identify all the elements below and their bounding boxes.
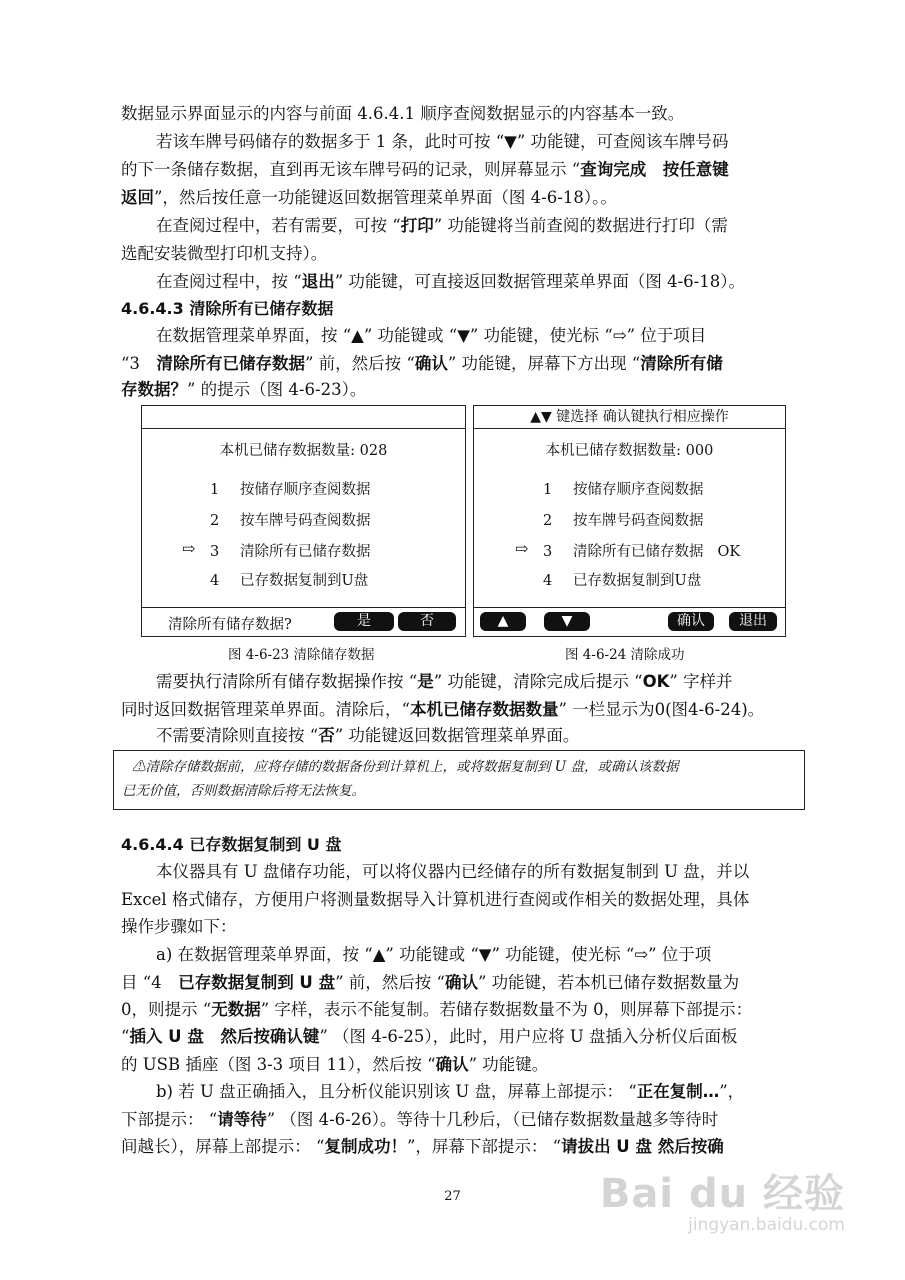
text-span: ” 前，然后按 “ [304,354,415,373]
watermark-brand: Bai du 经验 [599,1171,845,1217]
menu-item [210,569,368,590]
menu-item-number: 3 [210,544,220,560]
text-span: 的 USB 插座（图 3-3 项目 11），然后按 “ [121,1055,436,1074]
text-span: ” 功能键，若本机已储存数据数量为 [477,973,740,992]
paragraph-line: a) 在数据管理菜单界面，按 “▲” 功能键或 “▼” 功能键，使光标 “⇨” 位于项 [156,945,712,964]
warning-icon: ⚠ [132,759,146,775]
paragraph-line [121,969,801,997]
bold-text: 确认 [435,1055,469,1074]
bold-text: 确认 [414,354,448,373]
menu-item-label: 按储存顺序查阅数据 [573,482,704,498]
paragraph-line [121,1023,801,1051]
screen-figure-cleared [473,405,786,637]
bold-text: 请等待 [217,1110,267,1129]
paragraph-line [121,1051,801,1079]
paragraph-line [121,1106,801,1134]
no-button[interactable]: 否 [398,612,456,631]
paragraph-line [121,1133,801,1161]
text-span: ” 字样，表示不能复制。若储存数据数量不为 0，则屏幕下部提示： [260,1000,753,1019]
text-span: 0，则提示 “ [121,1000,212,1019]
menu-item-label: 按车牌号码查阅数据 [240,513,371,529]
text-span: 在查阅过程中，按 “ [156,272,302,291]
menu-item [543,569,701,590]
bold-text: 复制成功！ [324,1137,407,1156]
menu-item-label: 已存数据复制到U盘 [240,573,369,589]
paragraph-line [156,668,801,696]
menu-item-selected [515,539,741,561]
paragraph-line: 操作步骤如下： [121,917,237,936]
menu-item-label: 已存数据复制到U盘 [573,573,702,589]
text-span: 不需要清除则直接按 “ [156,726,319,745]
text-span: ” 字样并 [669,672,733,691]
paragraph-line: 数据显示界面显示的内容与前面 4.6.4.1 顺序查阅数据显示的内容基本一致。 [121,104,685,123]
menu-item-number: 2 [543,513,553,529]
menu-item [543,478,704,499]
paragraph-line: 选配安装微型打印机支持）。 [121,244,328,263]
text-span: b) 若 U 盘正确插入，且分析仪能识别该 U 盘，屏幕上部提示： “ [156,1082,637,1101]
cursor-arrow-icon: ⇨ [515,539,529,558]
stored-count: 本机已储存数据数量: 000 [545,443,714,459]
paragraph-line [121,696,801,724]
bold-text: 存数据？ [121,380,187,399]
menu-item-label: 按车牌号码查阅数据 [573,513,704,529]
menu-item-label: 按储存顺序查阅数据 [240,482,371,498]
confirm-button[interactable]: 确认 [668,612,714,631]
watermark [600,1162,845,1235]
paragraph-line: Excel 格式储存，方便用户将测量数据导入计算机进行查阅或作相关的数据处理，具体 [121,890,750,909]
menu-item [210,509,371,530]
paragraph-line [121,996,801,1024]
bold-text: 清除所有已储存数据 [156,354,305,373]
screen-footer [474,607,785,636]
bold-text: 是 [417,672,434,691]
note-text: 清除存储数据前，应将存储的数据备份到计算机上，或将数据复制到 U 盘，或确认该数据 [145,759,679,775]
clear-prompt: 清除所有储存数据? [168,617,292,633]
text-span: 下部提示： “ [121,1110,218,1129]
screen-header [142,406,465,429]
text-span: 间越长），屏幕上部提示： “ [121,1137,325,1156]
figure-caption: 图 4-6-24 清除成功 [565,647,685,663]
note-line: 已无价值，否则数据清除后将无法恢复。 [122,783,365,799]
text-span: 需要执行清除所有储存数据操作按 “ [156,672,418,691]
text-span: 同时返回数据管理菜单界面。清除后，“ [121,700,410,719]
paragraph-line [156,1078,801,1106]
text-span: “3 [121,354,157,373]
bold-text: 请拔出 U 盘 然后按确 [561,1137,724,1156]
bold-text: 插入 U 盘 然后按确认键 [129,1027,320,1046]
menu-item-selected [182,539,371,561]
text-span: ” 功能键。 [468,1055,549,1074]
menu-item [543,509,704,530]
menu-item-number: 4 [210,573,220,589]
bold-text: 打印 [400,216,434,235]
bold-text: 查询完成 按任意键 [580,160,729,179]
text-span: ”，屏幕下部提示： “ [406,1137,562,1156]
text-span: ” （图 4-6-25），此时，用户应将 U 盘插入分析仪后面板 [319,1027,738,1046]
paragraph-line: 在数据管理菜单界面，按 “▲” 功能键或 “▼” 功能键，使光标 “⇨” 位于项目 [156,326,707,345]
text-span: 的下一条储存数据，直到再无该车牌号码的记录，则屏幕显示 “ [121,160,581,179]
text-span: ” 功能键，屏幕下方出现 “ [447,354,641,373]
cursor-arrow-icon: ⇨ [182,539,196,558]
bold-text: 已存数据复制到 U 盘 [178,973,336,992]
screen-footer [142,607,465,636]
text-span: ” 前，然后按 “ [335,973,445,992]
menu-item-label: 清除所有已储存数据 [573,544,704,560]
text-span: ”，然后按任意一功能键返回数据管理菜单界面（图 4-6-18）。。 [154,188,617,207]
text-span: 目 “4 [121,973,179,992]
figure-caption: 图 4-6-23 清除储存数据 [228,647,375,663]
bold-text: 无数据 [211,1000,261,1019]
warning-note [113,750,805,810]
paragraph-line [156,722,801,750]
menu-item-number: 4 [543,573,553,589]
bold-text: 退出 [301,272,335,291]
paragraph-line [121,156,801,184]
section-heading: 4.6.4.4 已存数据复制到 U 盘 [121,835,342,854]
exit-button[interactable]: 退出 [729,612,777,631]
up-arrow-button[interactable]: ▲ [480,612,526,631]
down-arrow-button[interactable]: ▼ [544,612,590,631]
text-span: ”， [719,1082,745,1101]
menu-item [210,478,371,499]
bold-text: 返回 [121,188,154,207]
stored-count: 本机已储存数据数量: 028 [219,443,388,459]
bold-text: 确认 [444,973,478,992]
text-span: “ [121,1027,130,1046]
text-span: ” 功能键，可直接返回数据管理菜单界面（图 4-6-18）。 [334,272,746,291]
paragraph-line [121,376,801,404]
screen-header: ▲▼ 键选择 确认键执行相应操作 [474,406,785,429]
paragraph-line: 若该车牌号码储存的数据多于 1 条，此时可按 “▼” 功能键，可查阅该车牌号码 [156,132,729,151]
paragraph-line [156,212,801,240]
text-span: ” 功能键返回数据管理菜单界面。 [334,726,580,745]
bold-text: 清除所有储 [640,354,723,373]
status-ok: OK [717,544,741,560]
bold-text: 正在复制… [636,1082,720,1101]
menu-item-label: 清除所有已储存数据 [240,544,371,560]
paragraph-line [121,350,801,378]
bold-text: OK [642,672,670,691]
menu-item-number: 1 [210,482,220,498]
text-span: ” 功能键，清除完成后提示 “ [433,672,643,691]
paragraph-line: 本仪器具有 U 盘储存功能，可以将仪器内已经储存的所有数据复制到 U 盘，并以 [156,862,750,881]
menu-item-number: 1 [543,482,553,498]
text-span: 在查阅过程中，若有需要，可按 “ [156,216,401,235]
bold-text: 本机已储存数据数量 [409,700,559,719]
paragraph-line [156,268,801,296]
note-line [122,755,794,779]
text-span: ” 功能键将当前查阅的数据进行打印（需 [433,216,728,235]
menu-item-number: 3 [543,544,553,560]
watermark-url: jingyan.baidu.com [688,1215,845,1235]
paragraph-line [121,184,801,212]
page-number: 27 [444,1189,461,1204]
text-span: ” （图 4-6-26）。等待十几秒后，（已储存数据数量越多等待时 [266,1110,719,1129]
menu-item-number: 2 [210,513,220,529]
screen-figure-clear [141,405,466,637]
text-span: ” 一栏显示为0(图4-6-24)。 [558,700,765,719]
bold-text: 否 [318,726,335,745]
text-span: ” 的提示（图 4-6-23）。 [187,380,367,399]
section-heading: 4.6.4.3 清除所有已储存数据 [121,299,334,318]
yes-button[interactable]: 是 [334,612,394,631]
